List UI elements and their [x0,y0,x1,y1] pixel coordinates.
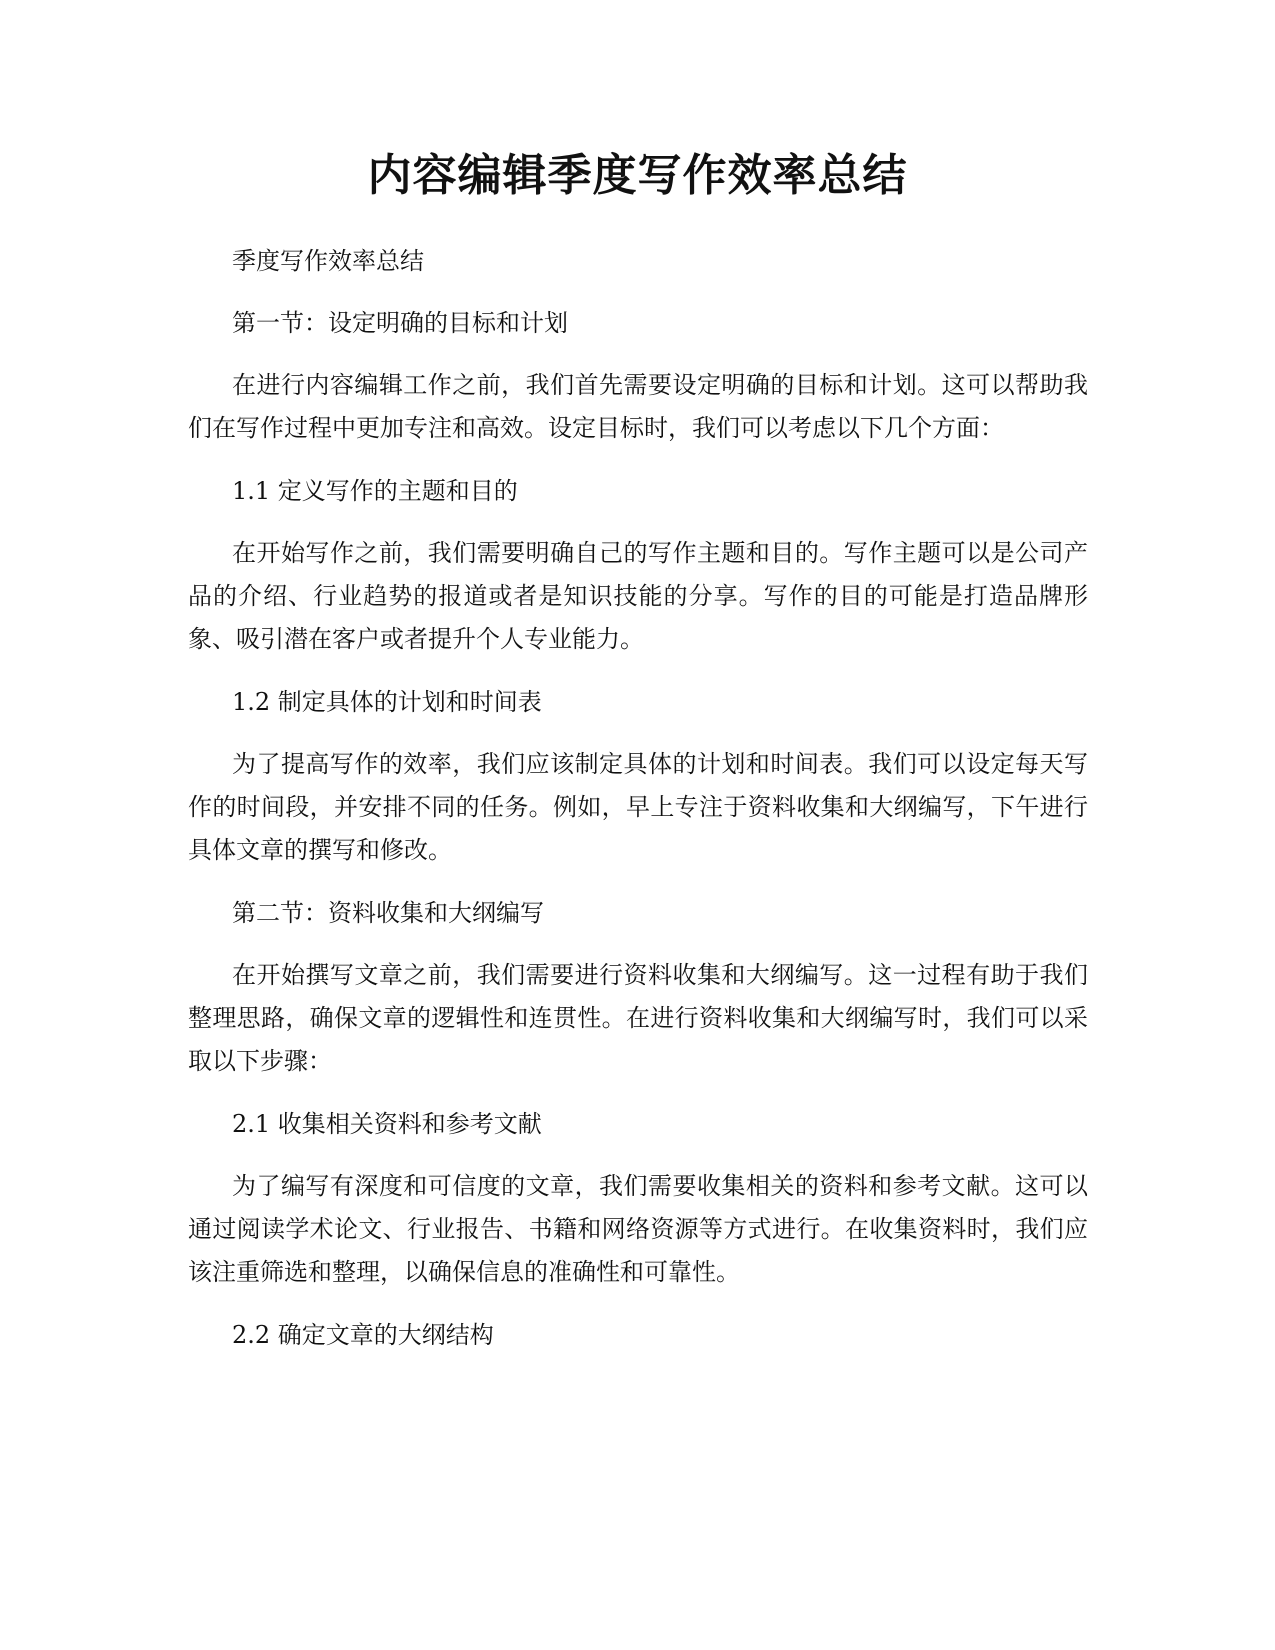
section-heading-1: 第一节：设定明确的目标和计划 [232,309,568,337]
document-title: 内容编辑季度写作效率总结 [367,150,908,201]
subtitle: 季度写作效率总结 [232,247,424,275]
subsection-heading-2-1: 2.1 收集相关资料和参考文献 [232,1110,542,1138]
paragraph: 在开始撰写文章之前，我们需要进行资料收集和大纲编写。这一过程有助于我们整理思路，确保文章的逻辑性和连贯性。在进行资料收集和大纲编写时，我们可以采取以下步骤： [188,961,1088,1075]
paragraph: 为了提高写作的效率，我们应该制定具体的计划和时间表。我们可以设定每天写作的时间段，并安排不同的任务。例如，早上专注于资料收集和大纲编写，下午进行具体文章的撰写和修改。 [188,750,1088,864]
section-heading-2: 第二节：资料收集和大纲编写 [232,899,544,927]
subsection-heading-1-1: 1.1 定义写作的主题和目的 [232,477,518,505]
subsection-heading-1-2: 1.2 制定具体的计划和时间表 [232,688,542,716]
paragraph: 为了编写有深度和可信度的文章，我们需要收集相关的资料和参考文献。这可以通过阅读学术论文、行业报告、书籍和网络资源等方式进行。在收集资料时，我们应该注重筛选和整理，以确保信息的准确性和可靠性。 [188,1172,1088,1286]
subsection-heading-2-2: 2.2 确定文章的大纲结构 [232,1321,494,1349]
document-body [188,240,1088,1376]
paragraph: 在进行内容编辑工作之前，我们首先需要设定明确的目标和计划。这可以帮助我们在写作过程中更加专注和高效。设定目标时，我们可以考虑以下几个方面： [188,371,1088,442]
paragraph: 在开始写作之前，我们需要明确自己的写作主题和目的。写作主题可以是公司产品的介绍、行业趋势的报道或者是知识技能的分享。写作的目的可能是打造品牌形象、吸引潜在客户或者提升个人专业能力。 [188,539,1088,653]
